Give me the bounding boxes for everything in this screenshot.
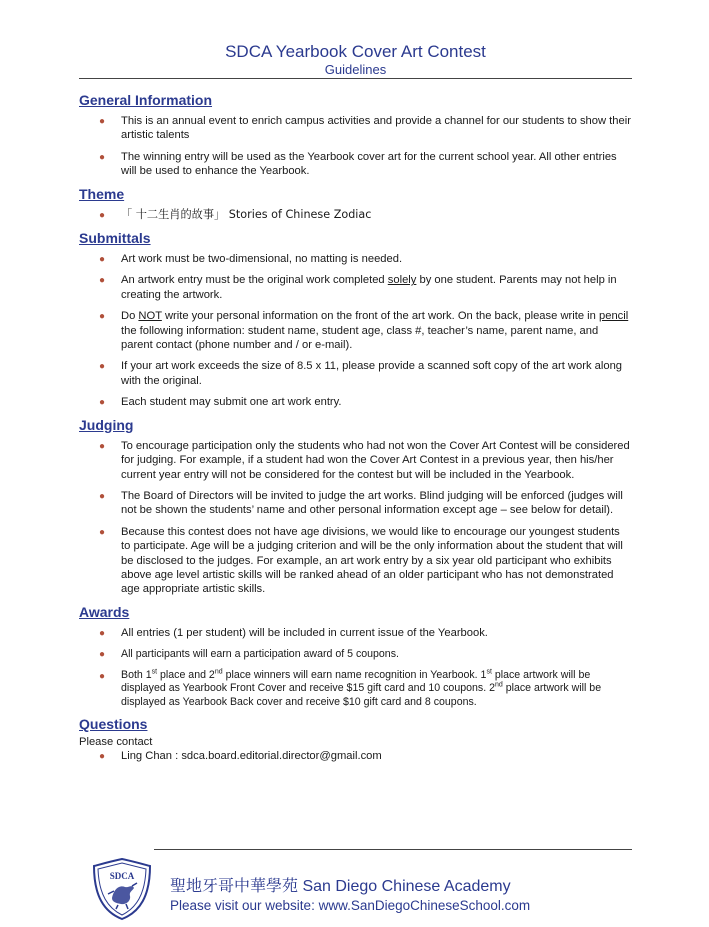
section-heading: Submittals — [79, 230, 151, 247]
list-item: ● An artwork entry must be the original work completed solely by one student. Parents may not help in creating the artwork. — [99, 274, 617, 301]
questions-intro: Please contact — [79, 736, 153, 749]
list-item: ● All entries (1 per student) will be included in current issue of the Yearbook. — [79, 626, 632, 640]
list-item: ● If your art work exceeds the size of 8.5 x 11, please provide a scanned soft copy of the art work along with the original. — [99, 360, 623, 387]
section-awards — [79, 604, 632, 710]
school-name-zh: 聖地牙哥中華學苑 — [170, 876, 299, 895]
bullet-icon: ● — [99, 209, 106, 221]
contact-item — [79, 749, 632, 763]
list-item: ● This is an annual event to enrich campus activities and provide a channel for our students to show their artistic talents — [99, 115, 631, 142]
section-questions — [79, 716, 632, 763]
bullet-icon: ● — [99, 151, 106, 163]
section-submittals — [79, 230, 632, 410]
section-judging — [79, 417, 632, 597]
document-header — [79, 42, 632, 78]
logo-text: SDCA — [109, 871, 135, 881]
sdca-logo — [88, 856, 156, 922]
bullet-icon: ● — [99, 311, 106, 323]
section-general-information — [79, 92, 632, 179]
list-item: ● The Board of Directors will be invited to judge the art works. Blind judging will be enforced (judges will not be shown the students’ name and other personal information except age – see below for detail). — [99, 489, 623, 517]
bullet-icon: ● — [99, 649, 106, 661]
list-item: ● To encourage participation only the students who had not won the Cover Art Contest will be considered for judging. For example, if a student had won the Cover Art Contest in a previous year, then his/her current year entry will not be considered for the contest but will be included in the Yearbook. — [99, 439, 630, 481]
bullet-icon: ● — [99, 627, 106, 639]
list-item: ● The winning entry will be used as the Yearbook cover art for the current school year. All other entries will be used to enhance the Yearbook. — [99, 150, 617, 178]
list-item: ● 「 十二生肖的故事」 Stories of Chinese Zodiac — [79, 208, 632, 222]
emphasis-pencil: pencil — [599, 310, 629, 323]
bullet-icon: ● — [99, 440, 106, 452]
school-name-en: San Diego Chinese Academy — [298, 878, 511, 895]
bullet-icon: ● — [99, 397, 106, 409]
section-heading: Questions — [79, 716, 148, 733]
footer-school-name — [170, 873, 511, 896]
section-heading: Awards — [79, 603, 130, 620]
bullet-icon: ● — [99, 490, 106, 502]
document-title: SDCA Yearbook Cover Art Contest — [225, 42, 486, 61]
document-subtitle: Guidelines — [324, 62, 387, 77]
contact-email[interactable]: Ling Chan : sdca.board.editorial.director@gmail.com — [121, 750, 382, 763]
section-theme — [79, 186, 632, 222]
emphasis-solely: solely — [387, 274, 417, 287]
list-item: ● Do NOT write your personal information on the front of the art work. On the back, please write in pencil the following information: student name, student age, class #, teacher’s name, parent name, and parent contact (phone number and / or e-mail). — [99, 310, 629, 352]
list-item: ● Both 1st place and 2nd place winners will earn name recognition in Yearbook. 1st place artwork will be displayed as Yearbook Front Cover and receive $15 gift card and 10 coupons. 2nd place artwork will be displayed as Yearbook Back cover and receive $10 gift card and 8 coupons. — [99, 668, 602, 708]
footer-website[interactable]: Please visit our website: www.SanDiegoChineseSchool.com — [170, 898, 531, 913]
bullet-icon: ● — [99, 116, 106, 127]
bullet-icon: ● — [99, 361, 106, 373]
bullet-icon: ● — [99, 275, 106, 287]
header-divider — [79, 78, 632, 79]
section-heading: General Information — [79, 92, 213, 108]
list-item: ● Art work must be two-dimensional, no matting is needed. — [79, 252, 632, 266]
section-heading: Judging — [79, 416, 134, 433]
bullet-icon: ● — [99, 670, 106, 682]
document-body — [79, 92, 632, 771]
list-item: ● Each student may submit one art work entry. — [79, 395, 632, 409]
bullet-icon: ● — [99, 751, 106, 763]
bullet-icon: ● — [99, 254, 106, 266]
list-item: ● All participants will earn a participation award of 5 coupons. — [79, 647, 632, 661]
list-item: ● Because this contest does not have age divisions, we would like to encourage our youngest students to participate. Age will be a judging criterion and will be the only information about the student that will be disclosed to the judges. For example, an art work entry by a six year old participant who exhibits above age level artistic skills will be ranked ahead of an older participant who has not demonstrated age appropriate artistic skills. — [99, 525, 623, 596]
footer-divider — [154, 849, 632, 850]
emphasis-not: NOT — [138, 310, 162, 323]
bullet-icon: ● — [99, 526, 106, 538]
section-heading: Theme — [79, 185, 125, 202]
